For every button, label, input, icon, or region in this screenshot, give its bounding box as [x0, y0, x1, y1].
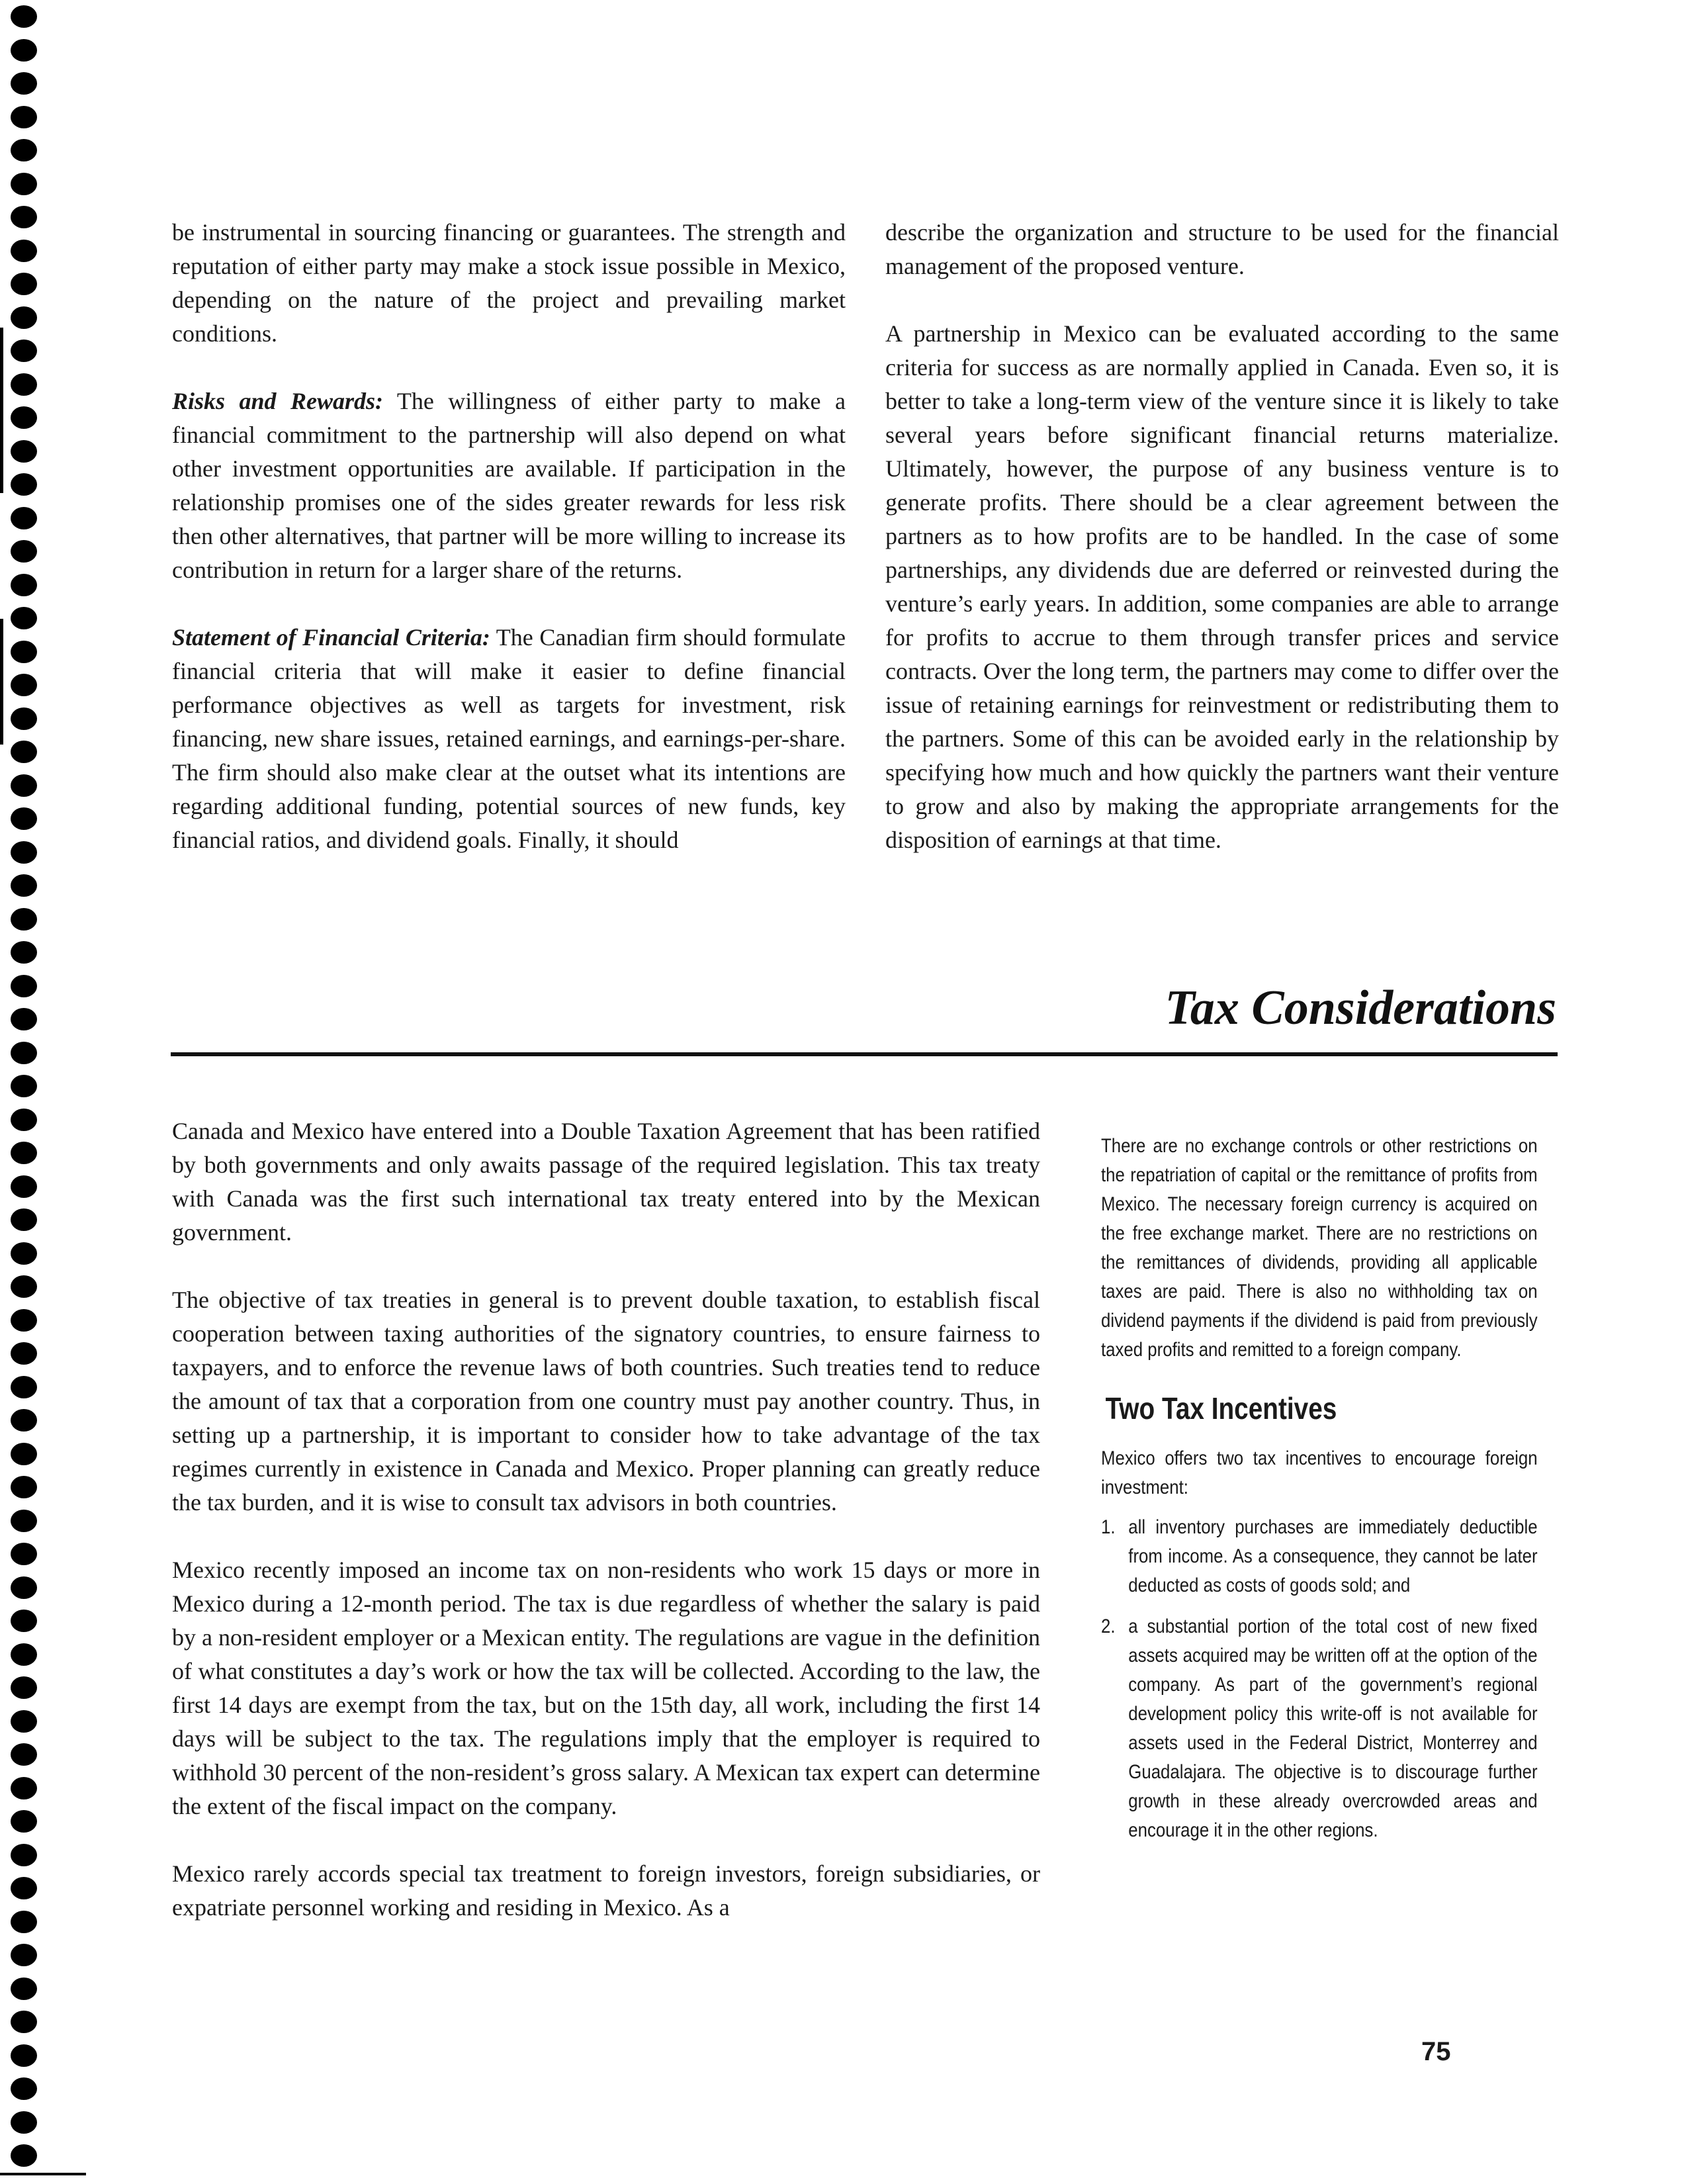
binding-hole [11, 1309, 37, 1332]
paragraph: Canada and Mexico have entered into a Double Taxation Agreement that has been ratified by both governments and only awaits passage of the required legislation. This tax treaty with Canada was the first such international tax treaty entered into by the Mexican government. [172, 1118, 1040, 1246]
margin-mark [0, 619, 3, 745]
binding-hole [11, 1676, 37, 1699]
binding-hole [11, 540, 37, 563]
tax-sidebar [1101, 1132, 1538, 1857]
section-title: Tax Considerations [1165, 981, 1556, 1035]
binding-hole [11, 1476, 37, 1498]
binding-hole [11, 1443, 37, 1465]
list-item [1101, 1612, 1538, 1845]
list-number: 2. [1101, 1615, 1116, 1637]
binding-hole [11, 2144, 37, 2167]
binding-hole [11, 1242, 37, 1265]
binding-hole [11, 206, 37, 228]
binding-hole [11, 1743, 37, 1766]
paragraph [172, 621, 846, 857]
binding-hole [11, 1643, 37, 1666]
paragraph: There are no exchange controls or other restrictions on the repatriation of capital or the remittance of profits from Mexico. The necessary foreign currency is acquired on the free exchange market. There are no restrictions on the remittances of dividends, providing all applicable taxes are paid. There is also no withholding tax on dividend payments if the dividend is paid from previously taxed profits and remitted to a foreign company. [1101, 1135, 1538, 1361]
binding-hole [11, 975, 37, 997]
binding-hole [11, 5, 37, 28]
binding-hole [11, 874, 37, 897]
binding-hole [11, 1911, 37, 1933]
binding-hole [11, 707, 37, 730]
binding-hole [11, 1409, 37, 1432]
binding-hole [11, 1944, 37, 1966]
binding-hole [11, 1175, 37, 1198]
binding-hole [11, 1008, 37, 1030]
incentive-list [1101, 1513, 1538, 1845]
binding-hole [11, 473, 37, 496]
tax-main-column [172, 1115, 1040, 1958]
binding-hole [11, 1576, 37, 1599]
binding-hole [11, 507, 37, 529]
list-item [1101, 1513, 1538, 1600]
sidebar-heading: Two Tax Incentives [1105, 1391, 1337, 1426]
binding-hole [11, 941, 37, 964]
binding-hole [11, 2111, 37, 2134]
paragraph: Mexico offers two tax incentives to encourage foreign investment: [1101, 1447, 1538, 1498]
binding-hole [11, 908, 37, 931]
binding-hole [11, 340, 37, 362]
margin-mark [0, 328, 3, 493]
binding-hole [11, 641, 37, 663]
binding-hole [11, 1610, 37, 1632]
binding-hole [11, 1710, 37, 1733]
binding-hole [11, 306, 37, 329]
risks-body: The willingness of either party to make a financial commitment to the partnership will also depend on what other investment opportunities are available. If participation in the relationship promises one of the sides greater rewards for less risk then other alternatives, that partner will be more willing to increase its contribution in return for a larger share of the returns. [172, 388, 846, 583]
binding-hole [11, 607, 37, 629]
binding-hole [11, 240, 37, 262]
binding-hole [11, 139, 37, 161]
binding-hole [11, 1275, 37, 1298]
list-number: 1. [1101, 1516, 1116, 1538]
right-column-top [885, 216, 1559, 891]
binding-hole [11, 1877, 37, 1899]
binding-hole [11, 440, 37, 463]
list-text: a substantial portion of the total cost of new fixed assets acquired may be written off at the option of the company. As part of the government’s regional development policy this write-off is not available for assets used in the Federal District, Monterrey and Guadalajara. The objective is to discourage further growth in these already overcrowded areas and encourage it in the other regions. [1128, 1615, 1538, 1841]
page-number: 75 [1421, 2037, 1451, 2066]
binding-hole [11, 39, 37, 62]
binding-hole [11, 2011, 37, 2033]
list-text: all inventory purchases are immediately deductible from income. As a consequence, they cannot be later deducted as costs of goods sold; and [1128, 1516, 1538, 1596]
binding-hole [11, 674, 37, 696]
statement-lead: Statement of Financial Criteria: [172, 624, 490, 651]
binding-hole [11, 1042, 37, 1064]
binding-hole [11, 1342, 37, 1365]
risks-lead: Risks and Rewards: [172, 388, 384, 414]
binding-hole [11, 2077, 37, 2100]
binding-hole [11, 406, 37, 429]
binding-hole [11, 1142, 37, 1164]
margin-mark [0, 2173, 86, 2175]
statement-body: The Canadian firm should formulate financial criteria that will make it easier to define financial performance objectives as well as targets for investment, risk financing, new share issues, retained earnings, and earnings-per-share. The firm should also make clear at the outset what its intentions are regarding additional funding, potential sources of new funds, key financial ratios, and dividend goals. Finally, it should [172, 624, 846, 853]
binding-hole [11, 1510, 37, 1532]
paragraph: Mexico recently imposed an income tax on non-residents who work 15 days or more in Mexico during a 12-month period. The tax is due regardless of whether the salary is paid by a non-resident employer or a Mexican entity. The regulations are vague in the definition of what constitutes a day’s work or how the tax will be collected. According to the law, the first 14 days are exempt from the tax, but on the 15th day, all work, including the first 14 days will be subject to the tax. The regulations imply that the employer is required to withhold 30 percent of the non-resident’s gross salary. A Mexican tax expert can determine the extent of the fiscal impact on the company. [172, 1557, 1040, 1819]
section-rule [171, 1052, 1558, 1056]
binding-hole [11, 1844, 37, 1866]
binding-hole [11, 1810, 37, 1833]
paragraph: describe the organization and structure to be used for the financial management of the proposed venture. [885, 219, 1559, 279]
binding-hole [11, 106, 37, 128]
paragraph: A partnership in Mexico can be evaluated according to the same criteria for success as are normally applied in Canada. Even so, it is better to take a long-term view of the venture since it is likely to take several years before significant financial returns materialize. Ultimately, however, the purpose of any business venture is to generate profits. There should be a clear agreement between the partners as to how profits are to be handled. In the case of some partnerships, any dividends due are deferred or reinvested during the venture’s early years. In addition, some companies are able to arrange for profits to accrue to them through transfer prices and service contracts. Over the long term, the partners may come to differ over the issue of retaining earnings for reinvestment or redistributing them to the partners. Some of this can be avoided early in the relationship by specifying how much and how quickly the partners want their venture to grow and also by making the appropriate arrangements for the disposition of earnings at that time. [885, 320, 1559, 853]
binding-hole [11, 807, 37, 830]
binding-hole [11, 1543, 37, 1565]
binding-hole [11, 1109, 37, 1131]
binding-hole [11, 2044, 37, 2067]
binding-hole [11, 1777, 37, 1799]
binding-hole [11, 1075, 37, 1097]
binding-hole [11, 1376, 37, 1398]
binding-hole [11, 574, 37, 596]
binding-hole [11, 373, 37, 396]
binding-hole [11, 173, 37, 195]
binding-hole [11, 72, 37, 95]
binding-hole [11, 741, 37, 763]
paragraph: Mexico rarely accords special tax treatment to foreign investors, foreign subsidiaries, or expatriate personnel working and residing in Mexico. As a [172, 1860, 1040, 1921]
binding-hole [11, 1978, 37, 2000]
paragraph [172, 385, 846, 587]
spiral-binding [4, 0, 44, 2184]
binding-hole [11, 1208, 37, 1231]
left-column-top [172, 216, 846, 891]
binding-hole [11, 273, 37, 295]
binding-hole [11, 774, 37, 797]
paragraph: be instrumental in sourcing financing or guarantees. The strength and reputation of either party may make a stock issue possible in Mexico, depending on the nature of the project and prevailing market conditions. [172, 219, 846, 347]
paragraph: The objective of tax treaties in general is to prevent double taxation, to establish fiscal cooperation between taxing authorities of the signatory countries, to ensure fairness to taxpayers, and to enforce the revenue laws of both countries. Such treaties tend to reduce the amount of tax that a corporation from one country must pay another country. Thus, in setting up a partnership, it is important to consider how to take advantage of the tax regimes currently in existence in Canada and Mexico. Proper planning can greatly reduce the tax burden, and it is wise to consult tax advisors in both countries. [172, 1287, 1040, 1516]
binding-hole [11, 841, 37, 864]
